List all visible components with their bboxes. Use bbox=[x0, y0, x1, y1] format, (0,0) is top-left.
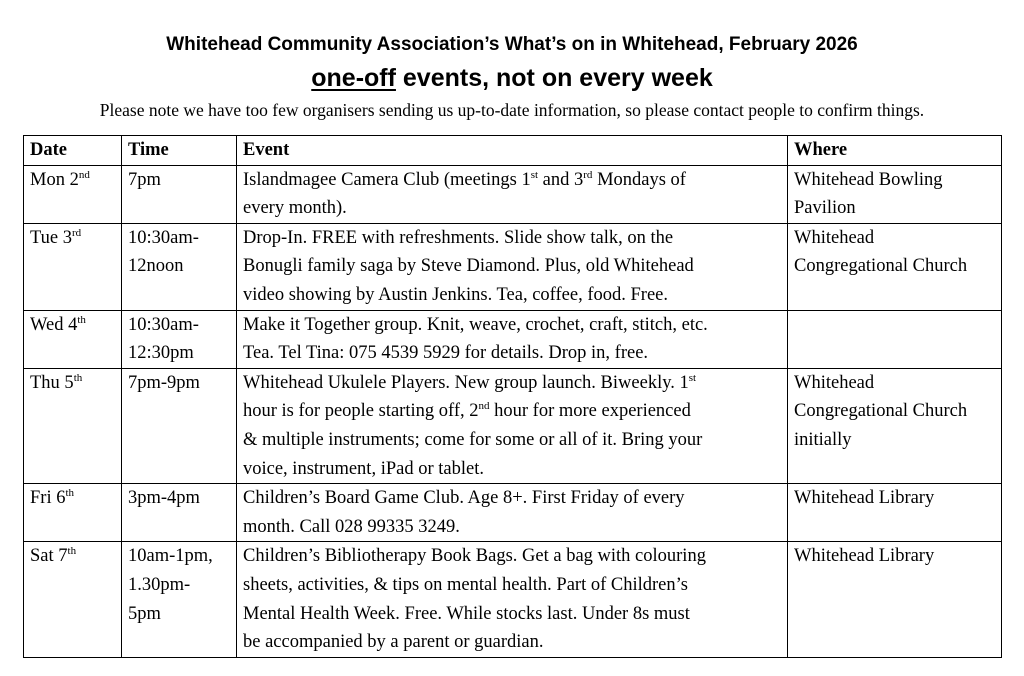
where-cell: Whitehead Library bbox=[788, 484, 1002, 542]
time-cell: 10am-1pm, 1.30pm- 5pm bbox=[122, 542, 237, 657]
table-row bbox=[24, 223, 1002, 310]
page-subtitle bbox=[0, 62, 1024, 94]
column-header-date: Date bbox=[24, 136, 122, 166]
where-cell bbox=[788, 310, 1002, 368]
table-header-row bbox=[24, 136, 1002, 166]
where-cell: Whitehead Bowling Pavilion bbox=[788, 165, 1002, 223]
where-cell: Whitehead Library bbox=[788, 542, 1002, 657]
event-cell: Children’s Board Game Club. Age 8+. First Friday of every month. Call 028 99335 3249. bbox=[237, 484, 788, 542]
page-title: Whitehead Community Association’s What’s on in Whitehead, February 2026 bbox=[166, 34, 858, 55]
event-cell: Islandmagee Camera Club (meetings 1st and 3rd Mondays of every month). bbox=[237, 165, 788, 223]
table-row bbox=[24, 165, 1002, 223]
subtitle-text: events, not on every week bbox=[395, 64, 713, 92]
event-cell: Whitehead Ukulele Players. New group launch. Biweekly. 1st hour is for people starting off, 2nd hour for more experienced & multiple instruments; come for some or all of it. Bring your voice, instrument, iPad or tablet. bbox=[237, 368, 788, 483]
where-cell: Whitehead Congregational Church initially bbox=[788, 368, 1002, 483]
date-cell: Sat 7th bbox=[24, 542, 122, 657]
subtitle-emphasis: one-off bbox=[311, 64, 396, 92]
time-cell: 10:30am- 12:30pm bbox=[122, 310, 237, 368]
time-cell: 7pm bbox=[122, 165, 237, 223]
where-cell: Whitehead Congregational Church bbox=[788, 223, 1002, 310]
date-cell: Tue 3rd bbox=[24, 223, 122, 310]
date-cell: Thu 5th bbox=[24, 368, 122, 483]
date-cell: Wed 4th bbox=[24, 310, 122, 368]
event-cell: Children’s Bibliotherapy Book Bags. Get a bag with colouring sheets, activities, & tips on mental health. Part of Children’s Mental Health Week. Free. While stocks last. Under 8s must be accompanied by a parent or guardian. bbox=[237, 542, 788, 657]
table-row bbox=[24, 484, 1002, 542]
time-cell: 7pm-9pm bbox=[122, 368, 237, 483]
column-header-event: Event bbox=[237, 136, 788, 166]
column-header-where: Where bbox=[788, 136, 1002, 166]
time-cell: 3pm-4pm bbox=[122, 484, 237, 542]
table-row bbox=[24, 542, 1002, 657]
date-cell: Mon 2nd bbox=[24, 165, 122, 223]
table-row bbox=[24, 368, 1002, 483]
time-cell: 10:30am- 12noon bbox=[122, 223, 237, 310]
event-cell: Drop-In. FREE with refreshments. Slide show talk, on the Bonugli family saga by Steve Diamond. Plus, old Whitehead video showing by Austin Jenkins. Tea, coffee, food. Free. bbox=[237, 223, 788, 310]
disclaimer-note: Please note we have too few organisers sending us up-to-date information, so please contact people to confirm things. bbox=[99, 100, 925, 120]
events-table bbox=[23, 135, 1002, 658]
table-row bbox=[24, 310, 1002, 368]
column-header-time: Time bbox=[122, 136, 237, 166]
date-cell: Fri 6th bbox=[24, 484, 122, 542]
event-cell: Make it Together group. Knit, weave, crochet, craft, stitch, etc. Tea. Tel Tina: 075 4539 5929 for details. Drop in, free. bbox=[237, 310, 788, 368]
